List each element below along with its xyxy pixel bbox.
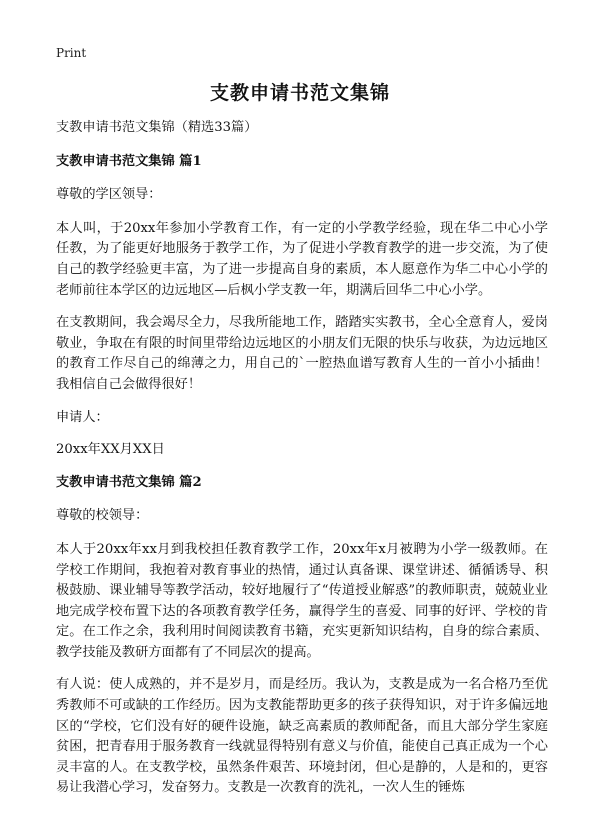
document-subtitle: 支教申请书范文集锦（精选33篇） xyxy=(56,120,258,135)
paragraph: 在支教期间，我会竭尽全力，尽我所能地工作，踏踏实实教书，全心全意育人，爱岗敬业，争取在有限的时间里带给边远地区的小朋友们无限的快乐与收获，为边远地区的教育工作尽自己的绵薄之力，用自己的`一腔热血谱写教育人生的一首小小插曲！我相信自己会做得很好！ xyxy=(56,315,548,392)
section-heading-2: 支教申请书范文集锦 篇2 xyxy=(56,474,202,490)
document-body xyxy=(56,118,548,811)
print-label: Print xyxy=(56,46,87,60)
paragraph: 本人叫，于20xx年参加小学教育工作，有一定的小学教学经验，现在华二中心小学任教，为了能更好地服务于教学工作，为了促进小学教育教学的进一步交流，为了使自己的教学经验更丰富，为了进一步提高自身的素质，本人愿意作为华二中心小学的老师前往本学区的边远地区—后枫小学支教一年，期满后回华二中心小学。 xyxy=(56,220,548,298)
paragraph: 有人说：使人成熟的，并不是岁月，而是经历。我认为，支教是成为一名合格乃至优秀教师不可或缺的工作经历。因为支教能帮助更多的孩子获得知识，对于许多偏远地区的“学校，它们没有好的硬件设施，缺乏高素质的教师配备，而且大部分学生家庭贫困，把青春用于服务教育一线就显得特别有意义与价值，能使自己真正成为一个心灵丰富的人。在支教学校，虽然条件艰苦、环境封闭，但心是静的，人是和的，更容易让我潜心学习，发奋努力。支教是一次教育的洗礼，一次人生的锤炼 xyxy=(56,677,548,796)
document-title: 支教申请书范文集锦 xyxy=(209,82,390,104)
applicant-label: 申请人： xyxy=(56,409,109,425)
section-heading-1: 支教申请书范文集锦 篇1 xyxy=(56,153,202,169)
application-date: 20xx年XX月XX日 xyxy=(56,442,165,458)
paragraph: 本人于20xx年xx月到我校担任教育教学工作，20xx年x月被聘为小学一级教师。在学校工作期间，我抱着对教育事业的热情，通过认真备课、课堂讲述、循循诱导、积极鼓励、课业辅导等教学活动，较好地履行了“传道授业解惑”的教师职责，兢兢业业地完成学校布置下达的各项教育教学任务，赢得学生的喜爱、同事的好评、学校的肯定。在工作之余，我利用时间阅读教育书籍，充实更新知识结构，自身的综合素质、教学技能及教研方面都有了不同层次的提高。 xyxy=(56,541,548,660)
salutation-2: 尊敬的校领导： xyxy=(56,508,149,524)
salutation-1: 尊敬的学区领导： xyxy=(56,187,162,203)
